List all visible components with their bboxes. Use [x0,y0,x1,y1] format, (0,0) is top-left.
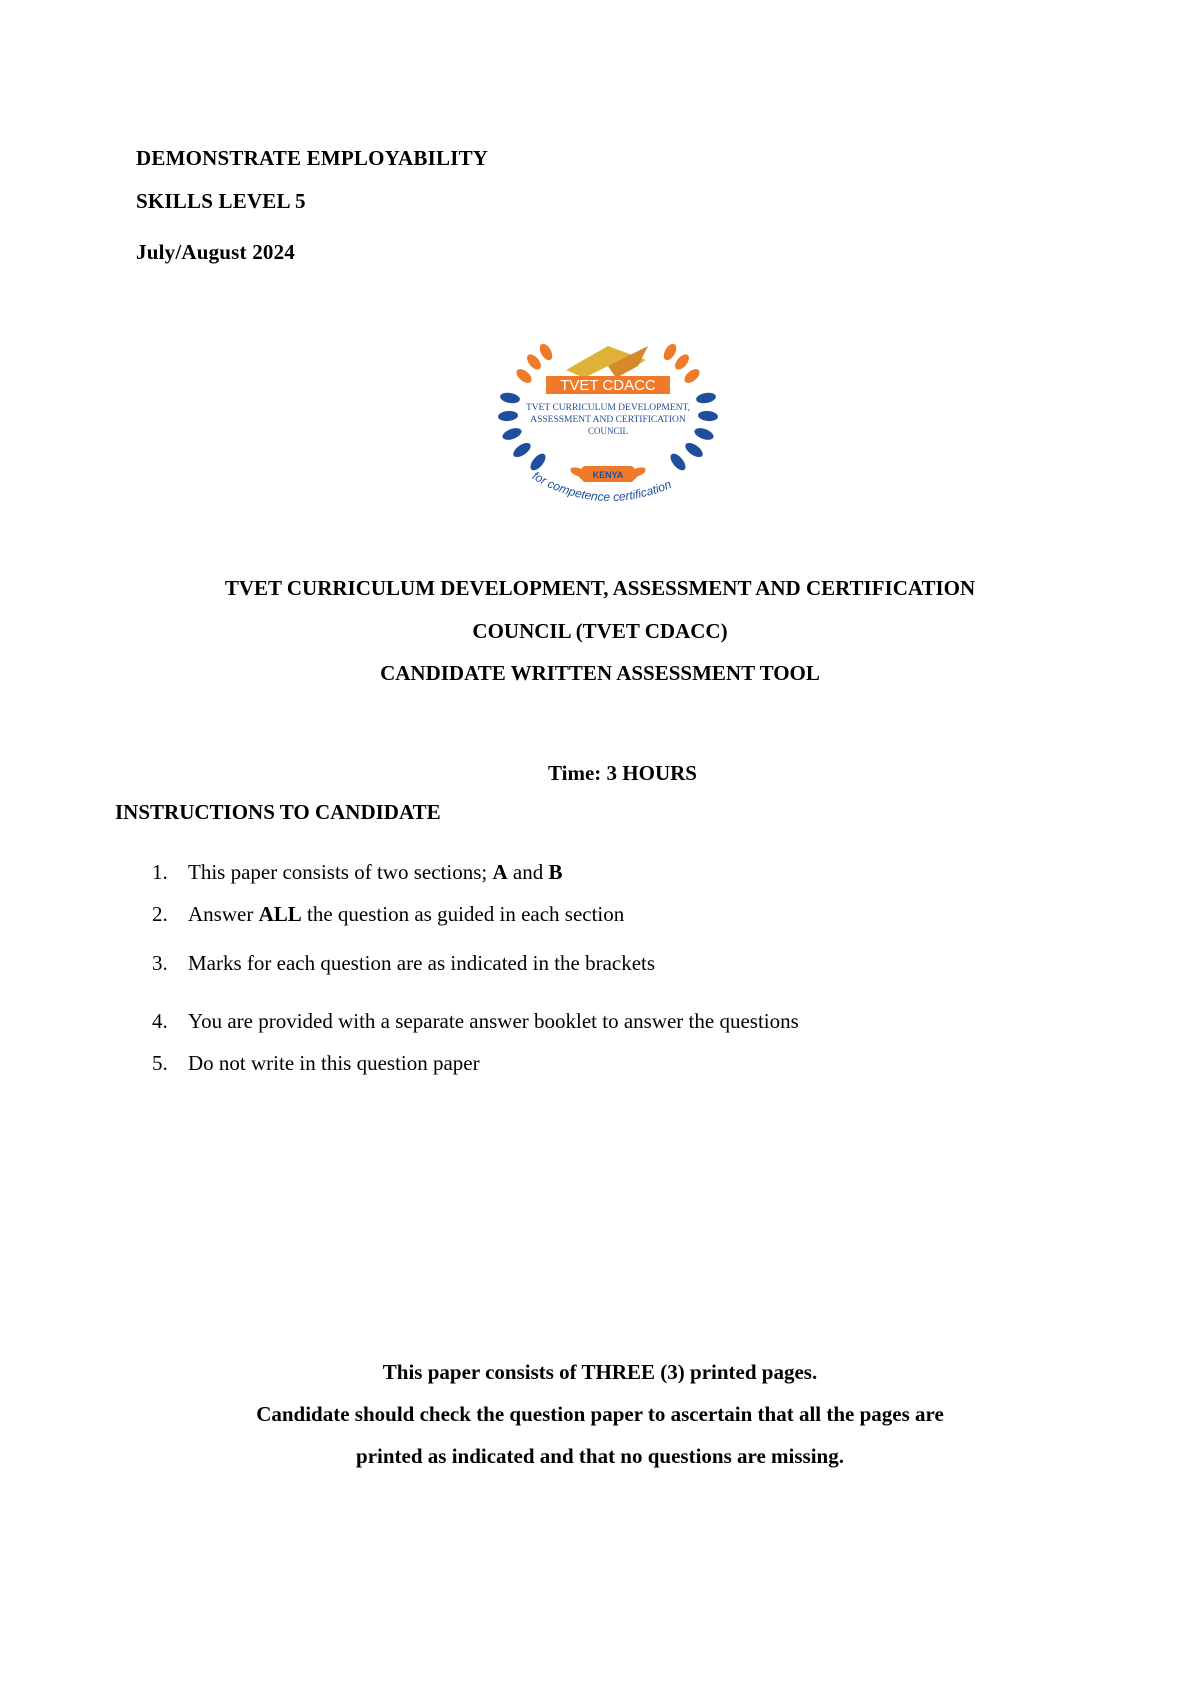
exam-session: July/August 2024 [136,240,295,264]
logo-country: KENYA [592,470,624,480]
council-name-line1: TVET CURRICULUM DEVELOPMENT, ASSESSMENT AND CERTIFICATION [224,576,976,600]
instruction-item: 5. Do not write in this question paper [152,1051,480,1075]
logo-emblem [488,336,728,516]
logo-line1: TVET CURRICULUM DEVELOPMENT, [525,403,691,413]
logo-banner-text: TVET CDACC [560,377,656,394]
tvet-cdacc-logo [488,336,728,516]
logo-motto: for competence certification [530,468,674,505]
footer-pages-note: This paper consists of THREE (3) printed pages. [382,1360,818,1384]
instruction-item: 3. Marks for each question are as indicated in the brackets [152,951,656,975]
footer-missing-note: printed as indicated and that no questions are missing. [356,1444,844,1468]
instruction-item: 1. This paper consists of two sections; A and B [152,860,563,884]
council-name-line2: COUNCIL (TVET CDACC) [472,619,728,643]
instruction-item: 4. You are provided with a separate answer booklet to answer the questions [152,1009,799,1033]
subject-title: DEMONSTRATE EMPLOYABILITY [136,146,489,170]
logo-line3: COUNCIL [588,426,628,436]
logo-line2: ASSESSMENT AND CERTIFICATION [530,415,686,425]
skills-level: SKILLS LEVEL 5 [136,189,306,213]
footer-check-note: Candidate should check the question paper to ascertain that all the pages are [256,1402,944,1426]
assessment-tool-title: CANDIDATE WRITTEN ASSESSMENT TOOL [380,661,820,685]
instruction-item: 2. Answer ALL the question as guided in each section [152,902,625,926]
instructions-title: INSTRUCTIONS TO CANDIDATE [115,800,441,824]
exam-time: Time: 3 HOURS [548,761,697,785]
